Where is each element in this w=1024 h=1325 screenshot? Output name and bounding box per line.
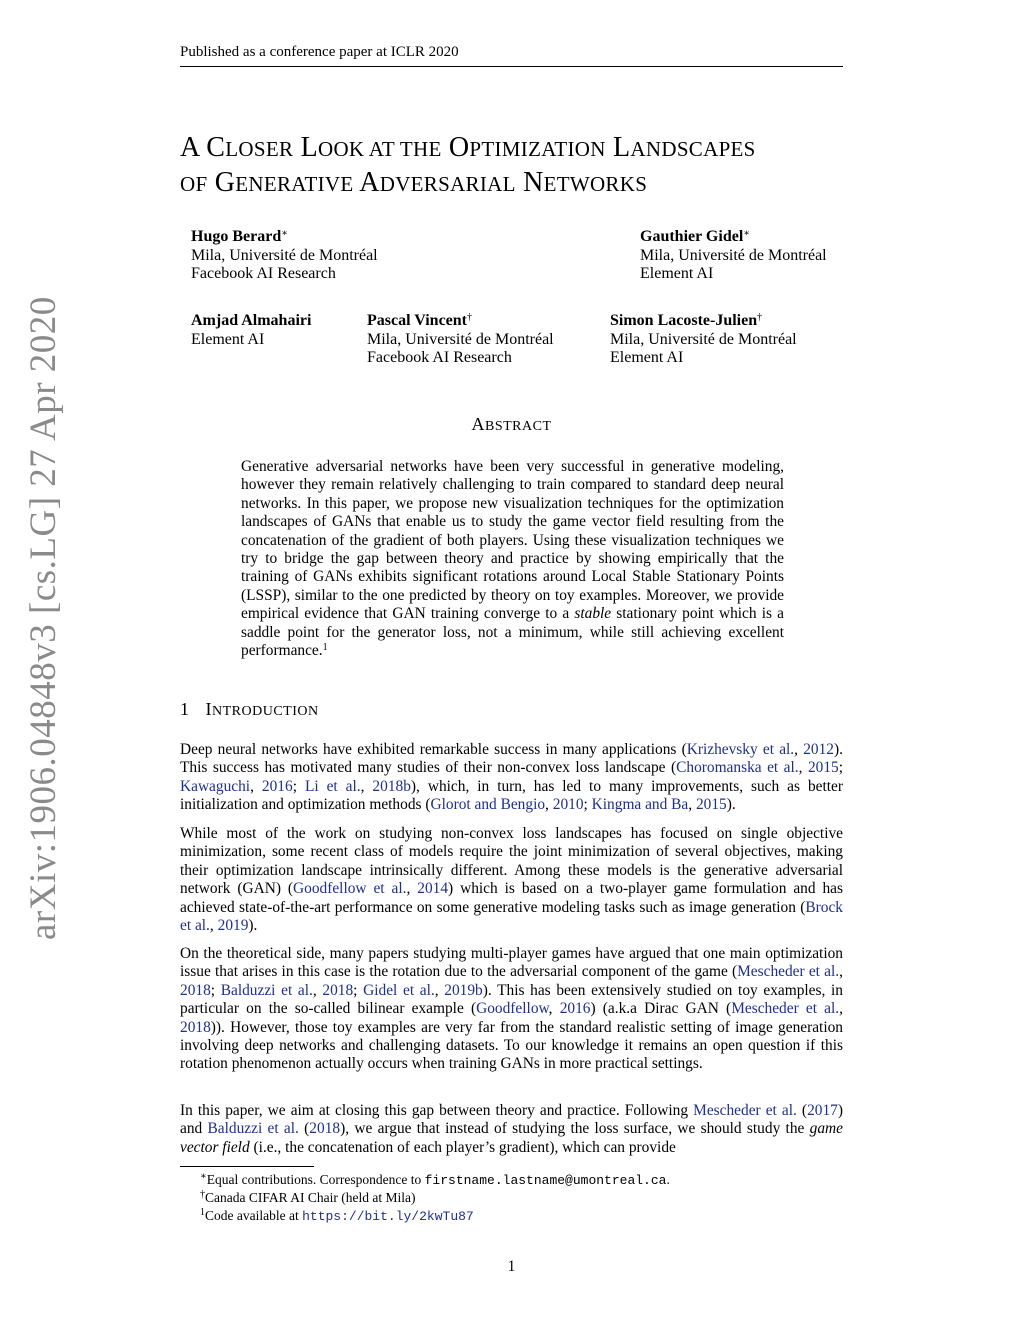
citation-link[interactable]: 2015 xyxy=(807,759,839,777)
citation-link[interactable]: Li et al. xyxy=(304,777,361,795)
intro-paragraph-4: In this paper, we aim at closing this gap between theory and practice. Following Mescheder et al. (2017) and Balduzzi et al. (2018), we argue that instead of studying the loss surface, we should study the game vector field (i.e., the concatenation of each player’s gradient), which can provide xyxy=(180,1102,843,1156)
title-line-1: A CLOSER LOOK AT THE OPTIMIZATION LANDSCAPES xyxy=(180,132,756,163)
citation-link[interactable]: 2018 xyxy=(322,981,354,999)
citation-link[interactable]: Mescheder et al. xyxy=(731,1000,840,1018)
abstract-heading: ABSTRACT xyxy=(471,414,552,434)
citation-link[interactable]: 2014 xyxy=(417,880,449,898)
code-url-link[interactable]: https://bit.ly/2kwTu87 xyxy=(302,1209,474,1224)
citation-link[interactable]: Kingma and Ba xyxy=(591,796,689,814)
author-block-gauthier-gidel: Gauthier Gidel∗ Mila, Université de Montréal Element AI xyxy=(640,228,827,282)
intro-paragraph-2: While most of the work on studying non-convex loss landscapes has focused on single objective minimization, some recent class of models require the joint minimization of several objectives, making their optimization landscape intrinsically different. Among these models is the generative adversarial network (GAN) (Goodfellow et al., 2014) which is based on a two-player game formulation and has achieved state-of-the-art performance on some generative modeling tasks such as image generation (Brock et al., 2019). xyxy=(180,825,843,935)
citation-link[interactable]: Brock et al. xyxy=(180,898,843,935)
citation-link[interactable]: Glorot and Bengio xyxy=(430,796,546,814)
page-number: 1 xyxy=(507,1258,516,1275)
footnote-code-link: $^1$Code available at https://bit.ly/2kwTu87 xyxy=(200,1207,474,1224)
arxiv-identifier-stamp: arXiv:1906.04848v3 [cs.LG] 27 Apr 2020 xyxy=(23,296,64,940)
citation-link[interactable]: Balduzzi et al. xyxy=(207,1120,299,1138)
citation-link[interactable]: Mescheder et al. xyxy=(693,1102,797,1119)
title-line-2: OF GENERATIVE ADVERSARIAL NETWORKS xyxy=(180,167,648,198)
footnote-rule xyxy=(180,1166,314,1167)
citation-link[interactable]: 2018 xyxy=(309,1120,341,1138)
intro-paragraph-1: Deep neural networks have exhibited remarkable success in many applications (Krizhevsky et al., 2012). This success has motivated many studies of their non-convex loss landscape (Choromanska et al., 2015; Kawaguchi, 2016; Li et al., 2018b), which, in turn, has led to many improvements, such as better initialization and optimization methods (Glorot and Bengio, 2010; Kingma and Ba, 2015). xyxy=(180,741,843,814)
citation-link[interactable]: 2019b xyxy=(444,981,483,999)
citation-link[interactable]: 2016 xyxy=(559,1000,591,1018)
citation-link[interactable]: Goodfellow xyxy=(476,1000,549,1018)
citation-link[interactable]: 2010 xyxy=(552,796,584,814)
abstract-text: Generative adversarial networks have been very successful in generative modeling, however they remain relatively challenging to train compared to standard deep neural networks. In this paper, we propose new visualization techniques for the optimization landscapes of GANs that enable us to study the game vector field resulting from the concatenation of the gradient of both players. Using these visualization techniques we try to bridge the gap between theory and practice by showing empirically that the training of GANs exhibits significant rotations around Local Stable Stationary Points (LSSP), similar to the one predicted by theory on toy examples. Moreover, we provide empirical evidence that GAN training converge to a stable stationary point which is a saddle point for the generator loss, not a minimum, while still achieving excellent performance.$^1$ xyxy=(241,458,784,660)
citation-link[interactable]: Gidel et al. xyxy=(363,981,435,999)
citation-link[interactable]: Goodfellow et al. xyxy=(293,880,407,898)
correspondence-email[interactable]: firstname.lastname@umontreal.ca xyxy=(424,1173,667,1188)
citation-link[interactable]: Kawaguchi xyxy=(180,777,251,795)
citation-link[interactable]: 2018b xyxy=(372,777,411,795)
citation-link[interactable]: 2017 xyxy=(807,1102,838,1119)
author-block-amjad-almahairi: Amjad Almahairi Element AI xyxy=(191,312,312,348)
citation-link[interactable]: Mescheder et al. xyxy=(737,963,840,981)
citation-link[interactable]: 2018 xyxy=(180,1018,211,1036)
footnote-equal-contribution: ∗Equal contributions. Correspondence to firstname.lastname@umontreal.ca. xyxy=(200,1171,670,1188)
citation-link[interactable]: 2016 xyxy=(261,777,293,795)
citation-link[interactable]: Krizhevsky et al. xyxy=(686,741,795,758)
author-block-pascal-vincent: Pascal Vincent† Mila, Université de Montréal Facebook AI Research xyxy=(367,312,554,366)
citation-link[interactable]: 2012 xyxy=(803,741,834,758)
intro-paragraph-3: On the theoretical side, many papers studying multi-player games have argued that one main optimization issue that arises in this case is the rotation due to the adversarial component of the game (Mescheder et al., 2018; Balduzzi et al., 2018; Gidel et al., 2019b). This has been extensively studied on toy examples, in particular on the so-called bilinear example (Goodfellow, 2016) (a.k.a Dirac GAN (Mescheder et al., 2018)). However, those toy examples are very far from the standard realistic setting of image generation involving deep networks and challenging datasets. To our knowledge it remains an open question if this rotation phenomenon actually occurs when training GANs in more practical settings. xyxy=(180,945,844,1073)
citation-link[interactable]: 2019 xyxy=(217,917,249,935)
author-block-hugo-berard: Hugo Berard∗ Mila, Université de Montréal Facebook AI Research xyxy=(191,228,378,282)
author-block-simon-lacoste-julien: Simon Lacoste-Julien† Mila, Université de Montréal Element AI xyxy=(610,312,797,366)
section-heading-introduction: 1 INTRODUCTION xyxy=(180,699,319,719)
footnote-cifar-chair: †Canada CIFAR AI Chair (held at Mila) xyxy=(200,1189,416,1205)
citation-link[interactable]: 2018 xyxy=(180,981,211,999)
citation-link[interactable]: 2015 xyxy=(695,796,727,814)
paper-title xyxy=(180,131,860,201)
citation-link[interactable]: Balduzzi et al. xyxy=(220,981,313,999)
citation-link[interactable]: Choromanska et al. xyxy=(676,759,799,777)
header-rule xyxy=(180,66,843,67)
running-header: Published as a conference paper at ICLR 2020 xyxy=(180,44,459,60)
